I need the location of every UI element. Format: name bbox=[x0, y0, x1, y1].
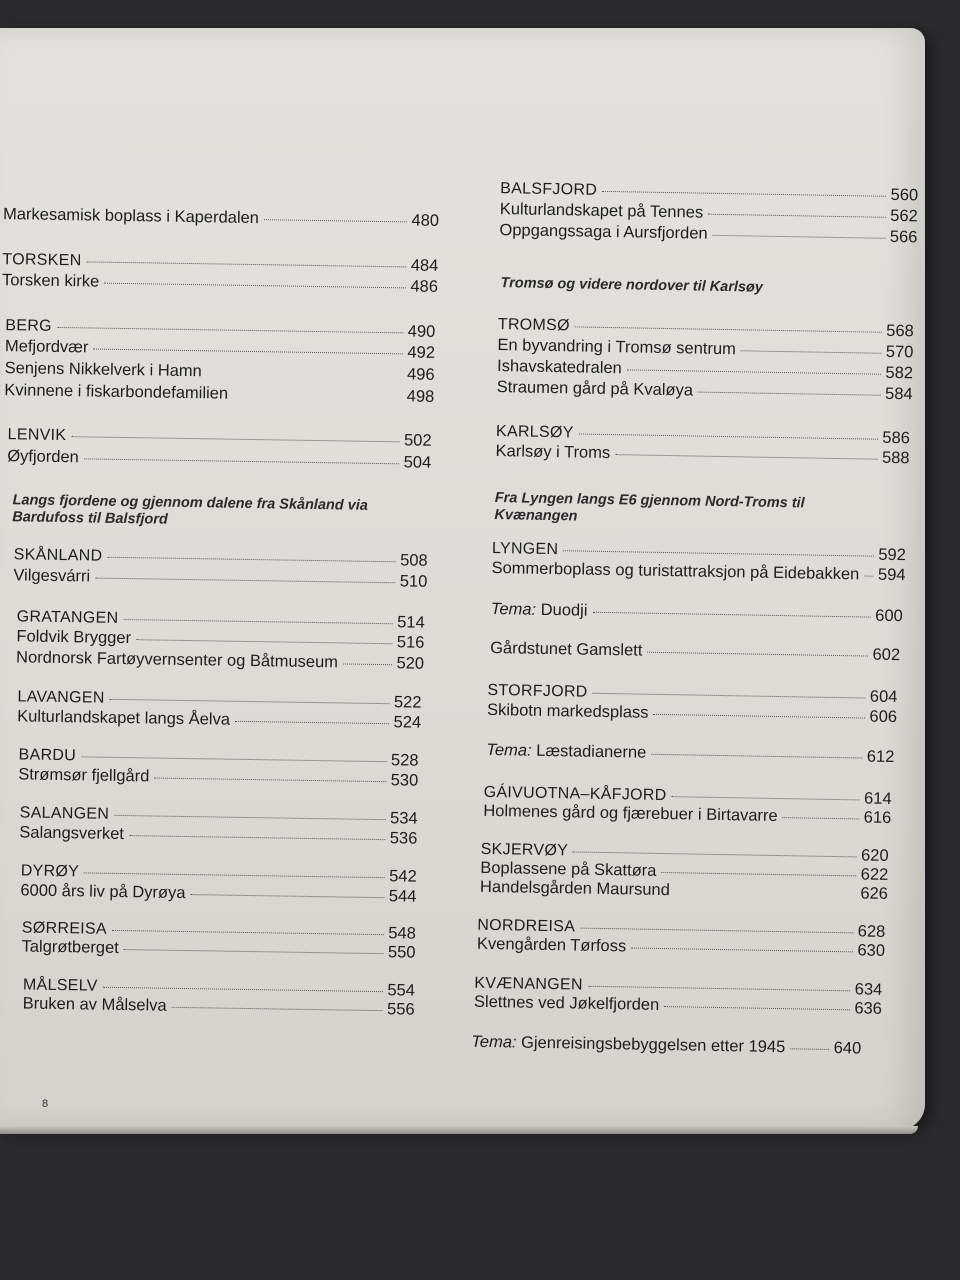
section-heading: Langs fjordene og gjennom dalene fra Skånland via Bardufoss til Balsfjord bbox=[12, 492, 368, 528]
toc-entry: Talgrøtberget 550 bbox=[21, 937, 416, 962]
toc-entry-heading: MÅLSELV 554 bbox=[22, 976, 416, 1000]
toc-entry: Mefjordvær 492 bbox=[4, 337, 436, 362]
toc-entry-heading: GRATANGEN 514 bbox=[16, 608, 425, 632]
toc-entry-heading: DYRØY 542 bbox=[20, 862, 417, 886]
toc-entry: Øyfjorden 504 bbox=[7, 447, 432, 472]
toc-entry-heading: TROMSØ 568 bbox=[497, 316, 914, 341]
toc-entry: En byvandring i Tromsø sentrum 570 bbox=[497, 336, 914, 362]
toc-entry: Karlsøy i Troms 588 bbox=[495, 442, 910, 468]
toc-entry: Torsken kirke 486 bbox=[1, 271, 439, 296]
toc-entry: Vilgesvárri 510 bbox=[13, 566, 428, 591]
toc-entry-tema: Tema: Duodji 600 bbox=[490, 599, 903, 626]
toc-entry-tema: Tema: Læstadianerne 612 bbox=[486, 740, 895, 767]
toc-entry-heading: SKJERVØY 620 bbox=[480, 840, 889, 865]
toc-entry-heading: STORFJORD 604 bbox=[487, 681, 898, 707]
toc-entry-heading: NORDREISA 628 bbox=[477, 916, 886, 941]
toc-entry-heading: BARDU 528 bbox=[18, 746, 419, 770]
toc-entry: Kvengården Tørfoss 630 bbox=[476, 934, 886, 960]
toc-entry: Markesamisk boplass i Kaperdalen 480 bbox=[2, 205, 440, 230]
toc-entry: Oppgangssaga i Aursfjorden 566 bbox=[499, 221, 918, 247]
toc-entry: Gårdstunet Gamslett 602 bbox=[490, 638, 901, 665]
page-edge bbox=[0, 1126, 918, 1134]
toc-entry-heading: SØRREISA 548 bbox=[21, 919, 416, 943]
toc-entry-heading: GÁIVUOTNA–KÅFJORD 614 bbox=[483, 783, 892, 809]
toc-entry-heading: KVÆNANGEN 634 bbox=[474, 974, 883, 999]
toc-entry: Bruken av Målselva 556 bbox=[22, 994, 415, 1019]
toc-entry-heading: SKÅNLAND 508 bbox=[13, 546, 428, 570]
toc-entry: Boplassene på Skattøra 622 bbox=[480, 858, 889, 884]
page-number: 8 bbox=[42, 1098, 49, 1110]
toc-entry-heading: LYNGEN 592 bbox=[491, 539, 907, 565]
toc-entry: Nordnorsk Fartøyvernsenter og Båtmuseum 520 bbox=[15, 648, 425, 673]
toc-entry: Foldvik Brygger 516 bbox=[16, 627, 425, 652]
toc-entry-heading: BALSFJORD 560 bbox=[500, 180, 919, 205]
toc-entry: Holmenes gård og fjærebuer i Birtavarre 616 bbox=[483, 801, 892, 827]
toc-entry-tema: Tema: Gjenreisingsbebyggelsen etter 1945 640 bbox=[471, 1032, 862, 1058]
toc-entry-heading: SALANGEN 534 bbox=[19, 804, 418, 828]
toc-entry: Sommerboplass og turistattraksjon på Eidebakken 594 bbox=[491, 558, 906, 585]
book-page bbox=[0, 28, 925, 1130]
toc-entry: Kulturlandskapet på Tennes 562 bbox=[499, 200, 918, 226]
toc-entry: Ishavskatedralen 582 bbox=[496, 357, 914, 383]
toc-entry: Kulturlandskapet langs Åelva 524 bbox=[17, 707, 422, 732]
toc-entry: Strømsør fjellgård 530 bbox=[18, 765, 419, 790]
toc-entry-heading: LENVIK 502 bbox=[7, 426, 432, 450]
toc-entry-heading: TORSKEN 484 bbox=[2, 251, 439, 275]
toc-entry: Skibotn markedsplass 606 bbox=[486, 700, 898, 727]
toc-entry: Kvinnene i fiskarbondefamilien 498 bbox=[4, 381, 435, 406]
toc-entry: 6000 års liv på Dyrøya 544 bbox=[20, 881, 417, 906]
toc-entry: Handelsgården Maursund 626 bbox=[479, 877, 889, 903]
toc-entry: Straumen gård på Kvaløya 584 bbox=[496, 378, 913, 404]
toc-entry-heading: BERG 490 bbox=[5, 317, 436, 341]
toc-left-column bbox=[0, 28, 440, 1019]
toc-entry: Salangsverket 536 bbox=[19, 823, 418, 848]
toc-entry: Senjens Nikkelverk i Hamn 496 bbox=[4, 359, 435, 384]
toc-right-column bbox=[471, 28, 925, 1058]
section-heading: Tromsø og videre nordover til Karlsøy bbox=[500, 275, 764, 296]
toc-entry-heading: KARLSØY 586 bbox=[495, 423, 911, 448]
toc-entry-heading: LAVANGEN 522 bbox=[17, 688, 422, 712]
toc-entry: Slettnes ved Jøkelfjorden 636 bbox=[473, 992, 883, 1018]
section-heading: Fra Lyngen langs E6 gjennom Nord-Troms til Kvænangen bbox=[494, 490, 805, 525]
